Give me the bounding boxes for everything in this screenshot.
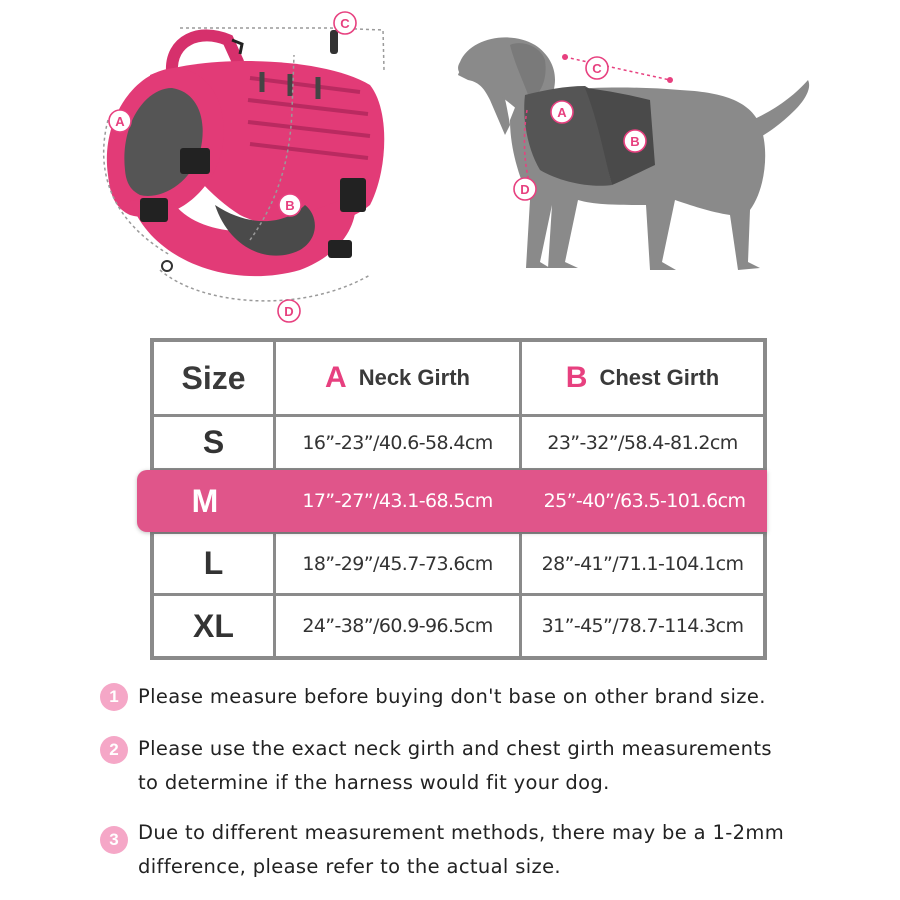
note-text-line-1: Please use the exact neck girth and chest girth measurements [138, 737, 772, 760]
header-neck-letter: A [325, 361, 347, 394]
header-neck-label: Neck Girth [358, 365, 470, 390]
header-chest-label: Chest Girth [599, 365, 720, 390]
size-cell: L [154, 534, 273, 593]
measurement-illustration [0, 0, 900, 330]
header-chest-letter: B [565, 361, 588, 394]
harness-marker-c: C [340, 16, 350, 31]
header-size [154, 342, 273, 414]
neck-girth-cell: 17”-27”/43.1-68.5cm [302, 490, 493, 512]
dog-marker-c: C [592, 61, 602, 76]
harness-image [104, 12, 385, 322]
chest-girth-cell: 23”-32”/58.4-81.2cm [522, 417, 763, 468]
note-number-badge: 3 [100, 826, 128, 854]
dog-marker-a: A [557, 105, 567, 120]
note-number-badge: 2 [100, 736, 128, 764]
harness-marker-b: B [285, 198, 295, 213]
dog-marker-d: D [520, 182, 530, 197]
chest-girth-cell: 25”-40”/63.5-101.6cm [543, 490, 746, 512]
harness-marker-d: D [284, 304, 294, 319]
dog-marker-b: B [630, 134, 640, 149]
note-1 [100, 680, 860, 714]
note-number-badge: 1 [100, 683, 128, 711]
chest-girth-cell: 28”-41”/71.1-104.1cm [522, 534, 763, 593]
note-2 [100, 732, 860, 802]
harness-marker-a: A [115, 114, 125, 129]
highlighted-size-row [137, 470, 767, 532]
header-neck-girth [276, 342, 519, 414]
neck-girth-cell: 16”-23”/40.6-58.4cm [276, 417, 519, 468]
header-size-label: Size [181, 359, 246, 396]
neck-girth-cell: 18”-29”/45.7-73.6cm [276, 534, 519, 593]
note-text-line-2: to determine if the harness would fit your dog. [138, 771, 610, 794]
note-text-line-1: Due to different measurement methods, there may be a 1-2mm [138, 821, 785, 844]
header-chest-girth [522, 342, 763, 414]
note-text: Please measure before buying don't base on other brand size. [138, 685, 766, 708]
size-cell: M [191, 482, 219, 519]
chest-girth-cell: 31”-45”/78.7-114.3cm [522, 596, 763, 656]
note-3 [100, 816, 860, 886]
dog-silhouette [458, 37, 809, 270]
size-cell: XL [154, 596, 273, 656]
note-text-line-2: difference, please refer to the actual size. [138, 855, 561, 878]
size-cell: S [154, 417, 273, 468]
neck-girth-cell: 24”-38”/60.9-96.5cm [276, 596, 519, 656]
